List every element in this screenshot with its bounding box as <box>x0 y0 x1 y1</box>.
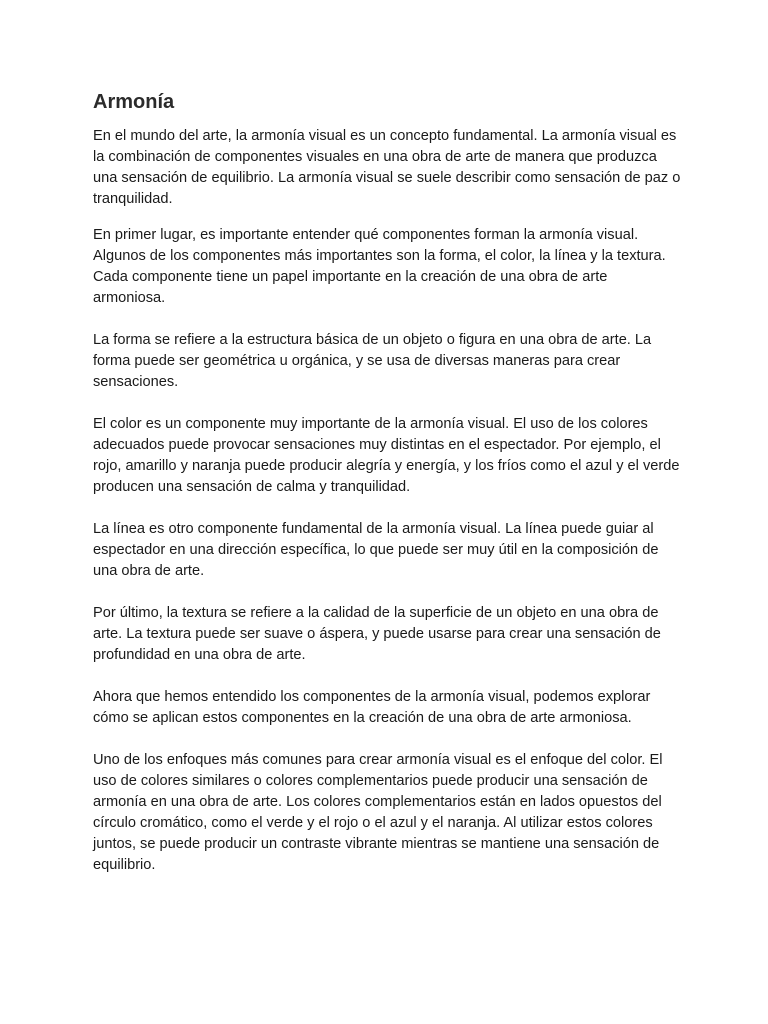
paragraph-8: Uno de los enfoques más comunes para crear armonía visual es el enfoque del color. El uso de colores similares o colores complementarios puede producir una sensación de armonía en una obra de arte. Los colores complementarios están en lados opuestos del círculo cromático, como el verde y el rojo o el azul y el naranja. Al utilizar estos colores juntos, se puede producir un contraste vibrante mientras se mantiene una sensación de equilibrio. <box>93 752 663 873</box>
paragraph-1: En el mundo del arte, la armonía visual es un concepto fundamental. La armonía visual es la combinación de componentes visuales en una obra de arte de manera que produzca una sensación de equilibrio. La armonía visual se suele describir como sensación de paz o tranquilidad. <box>93 128 681 207</box>
document-title: Armonía <box>93 91 175 113</box>
paragraph-7: Ahora que hemos entendido los componentes de la armonía visual, podemos explorar cómo se aplican estos componentes en la creación de una obra de arte armoniosa. <box>93 689 651 726</box>
paragraph-6: Por último, la textura se refiere a la calidad de la superficie de un objeto en una obra de arte. La textura puede ser suave o áspera, y puede usarse para crear una sensación de profundidad en una obra de arte. <box>93 605 661 663</box>
paragraph-4: El color es un componente muy importante de la armonía visual. El uso de los colores adecuados puede provocar sensaciones muy distintas en el espectador. Por ejemplo, el rojo, amarillo y naranja puede producir alegría y energía, y los fríos como el azul y el verde producen una sensación de calma y tranquilidad. <box>93 416 680 495</box>
document-page <box>93 88 683 897</box>
paragraph-2: En primer lugar, es importante entender qué componentes forman la armonía visual. Algunos de los componentes más importantes son la forma, el color, la línea y la textura. Cada componente tiene un papel importante en la creación de una obra de arte armoniosa. <box>93 227 666 306</box>
paragraph-3: La forma se refiere a la estructura básica de un objeto o figura en una obra de arte. La forma puede ser geométrica u orgánica, y se usa de diversas maneras para crear sensaciones. <box>93 332 652 390</box>
paragraph-5: La línea es otro componente fundamental de la armonía visual. La línea puede guiar al espectador en una dirección específica, lo que puede ser muy útil en la composición de una obra de arte. <box>93 521 659 579</box>
